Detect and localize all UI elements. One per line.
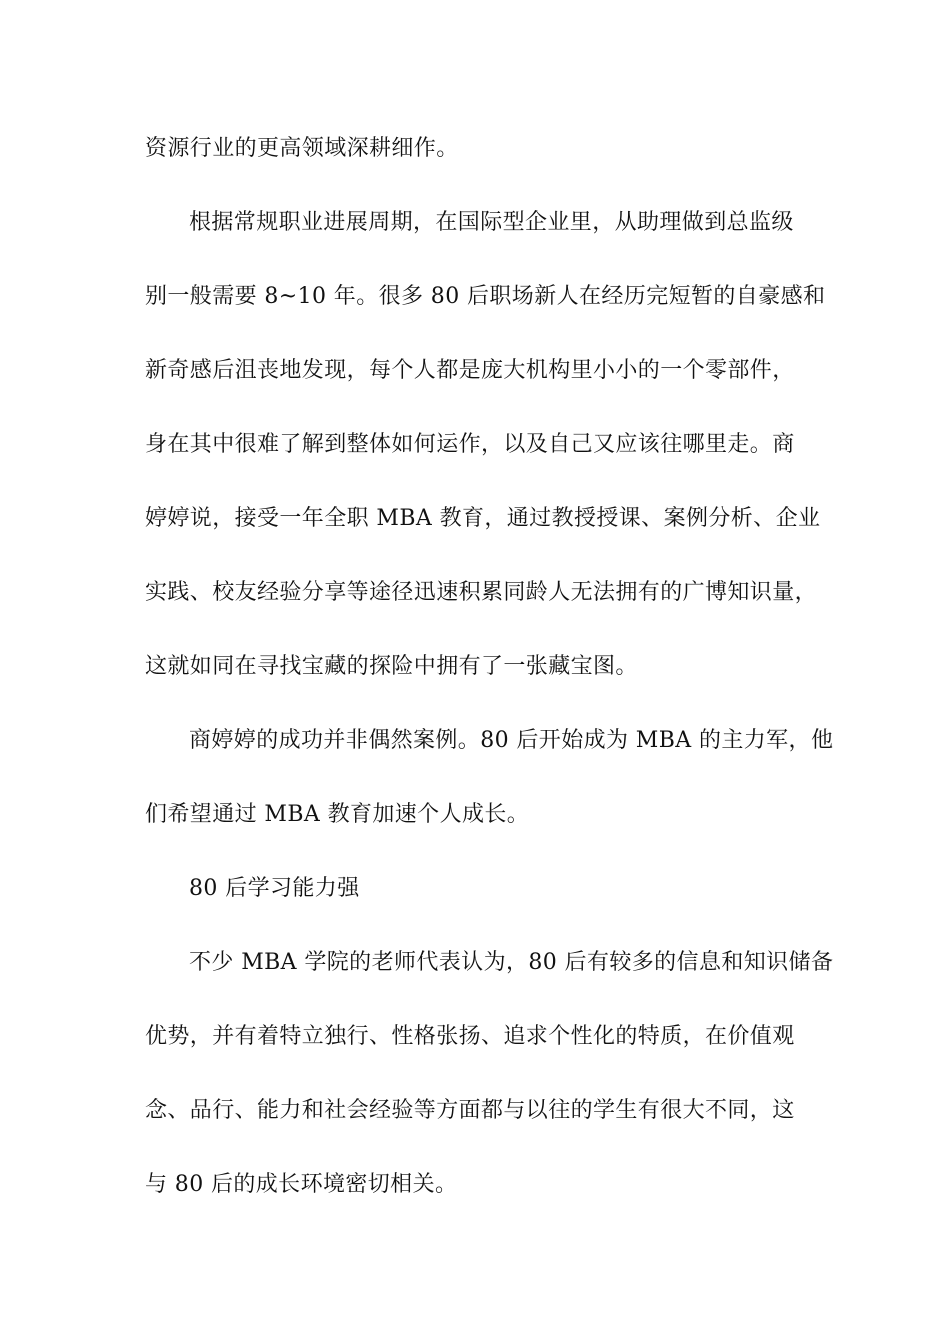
text-line: 这就如同在寻找宝藏的探险中拥有了一张藏宝图。 bbox=[145, 654, 638, 679]
text-line: 优势，并有着特立独行、性格张扬、追求个性化的特质，在价值观 bbox=[145, 1024, 795, 1049]
text-line: 别一般需要 8~10 年。很多 80 后职场新人在经历完短暂的自豪感和 bbox=[145, 284, 826, 309]
text-line: 实践、校友经验分享等途径迅速积累同龄人无法拥有的广博知识量， bbox=[145, 580, 818, 605]
text-line: 们希望通过 MBA 教育加速个人成长。 bbox=[145, 802, 530, 827]
text-line: 念、品行、能力和社会经验等方面都与以往的学生有很大不同，这 bbox=[145, 1098, 795, 1123]
paragraph-start-line: 不少 MBA 学院的老师代表认为，80 后有较多的信息和知识储备 bbox=[189, 950, 834, 975]
text-line: 资源行业的更高领域深耕细作。 bbox=[145, 136, 459, 161]
paragraph-start-line: 商婷婷的成功并非偶然案例。80 后开始成为 MBA 的主力军，他 bbox=[189, 728, 834, 753]
body-text bbox=[145, 125, 834, 1235]
paragraph-start-line: 根据常规职业进展周期，在国际型企业里，从助理做到总监级 bbox=[189, 210, 794, 235]
text-line: 婷婷说，接受一年全职 MBA 教育，通过教授授课、案例分析、企业 bbox=[145, 506, 821, 531]
section-heading: 80 后学习能力强 bbox=[189, 876, 360, 901]
text-line: 与 80 后的成长环境密切相关。 bbox=[145, 1172, 458, 1197]
text-line: 新奇感后沮丧地发现，每个人都是庞大机构里小小的一个零部件， bbox=[145, 358, 795, 383]
text-line: 身在其中很难了解到整体如何运作，以及自己又应该往哪里走。商 bbox=[145, 432, 795, 457]
